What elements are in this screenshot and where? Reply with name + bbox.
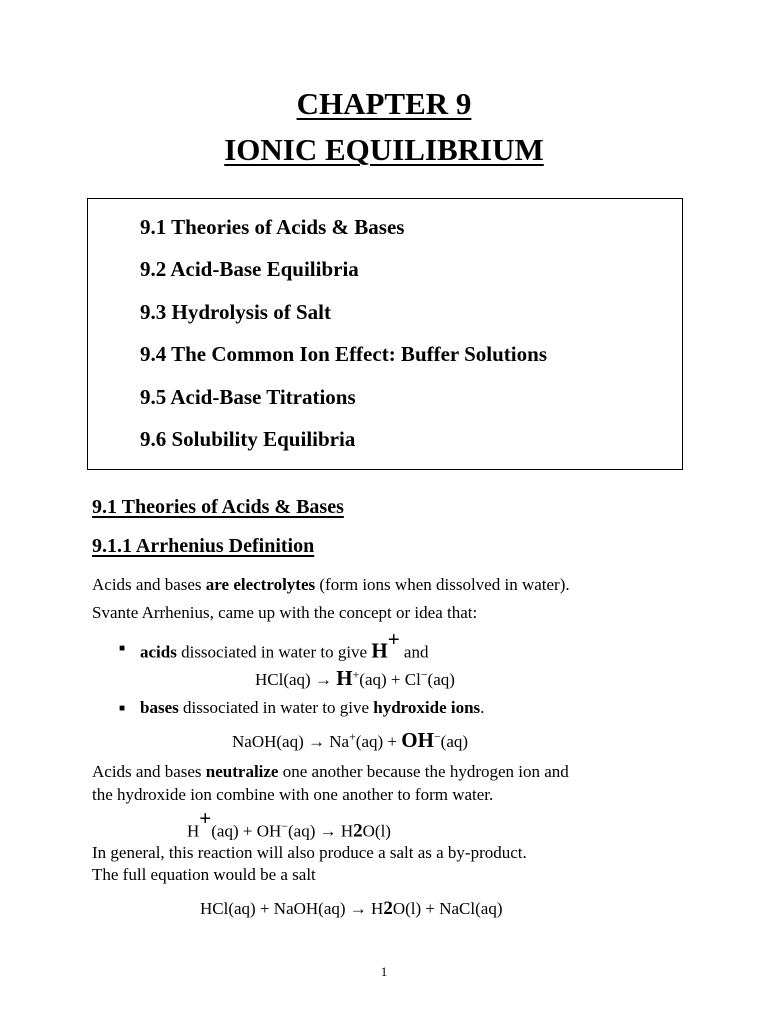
equation: HCl(aq) + NaOH(aq) → H2O(l) + NaCl(aq): [200, 898, 503, 919]
bullet-icon: ■: [119, 643, 126, 654]
equation: HCl(aq) → H+(aq) + Cl−(aq): [255, 666, 455, 690]
bullet-icon: ■: [119, 703, 126, 714]
toc-item: 9.4 The Common Ion Effect: Buffer Solutions: [140, 342, 547, 366]
toc-item: 9.6 Solubility Equilibria: [140, 427, 356, 451]
equation: H+(aq) + OH−(aq) → H2O(l): [187, 806, 391, 842]
arrow-icon: →: [319, 821, 337, 841]
equation: NaOH(aq) → Na+(aq) + OH−(aq): [232, 728, 469, 752]
chapter-title: IONIC EQUILIBRIUM: [224, 132, 544, 167]
body-line: In general, this reaction will also produce a salt as a by-product.: [92, 843, 527, 862]
page-number: 1: [380, 964, 388, 979]
body-line: the hydroxide ion combine with one another to form water.: [92, 785, 494, 804]
arrow-icon: →: [314, 670, 332, 689]
bullet-item: acids dissociated in water to give H+ and: [140, 627, 429, 663]
body-line: Acids and bases are electrolytes (form ions when dissolved in water).: [92, 575, 570, 594]
arrow-icon: →: [308, 732, 325, 751]
toc-item: 9.1 Theories of Acids & Bases: [140, 215, 405, 239]
section-heading: 9.1 Theories of Acids & Bases: [92, 496, 344, 518]
body-line: The full equation would be a salt: [92, 865, 316, 884]
bullet-item: bases dissociated in water to give hydroxide ions.: [140, 698, 485, 717]
toc-item: 9.5 Acid-Base Titrations: [140, 385, 356, 409]
toc-item: 9.2 Acid-Base Equilibria: [140, 257, 359, 281]
body-line: Svante Arrhenius, came up with the concept or idea that:: [92, 603, 478, 622]
arrow-icon: →: [349, 899, 367, 918]
body-line: Acids and bases neutralize one another because the hydrogen ion and: [92, 762, 569, 781]
chapter-number: CHAPTER 9: [296, 86, 472, 121]
toc-item: 9.3 Hydrolysis of Salt: [140, 300, 331, 324]
subsection-heading: 9.1.1 Arrhenius Definition: [92, 535, 315, 557]
